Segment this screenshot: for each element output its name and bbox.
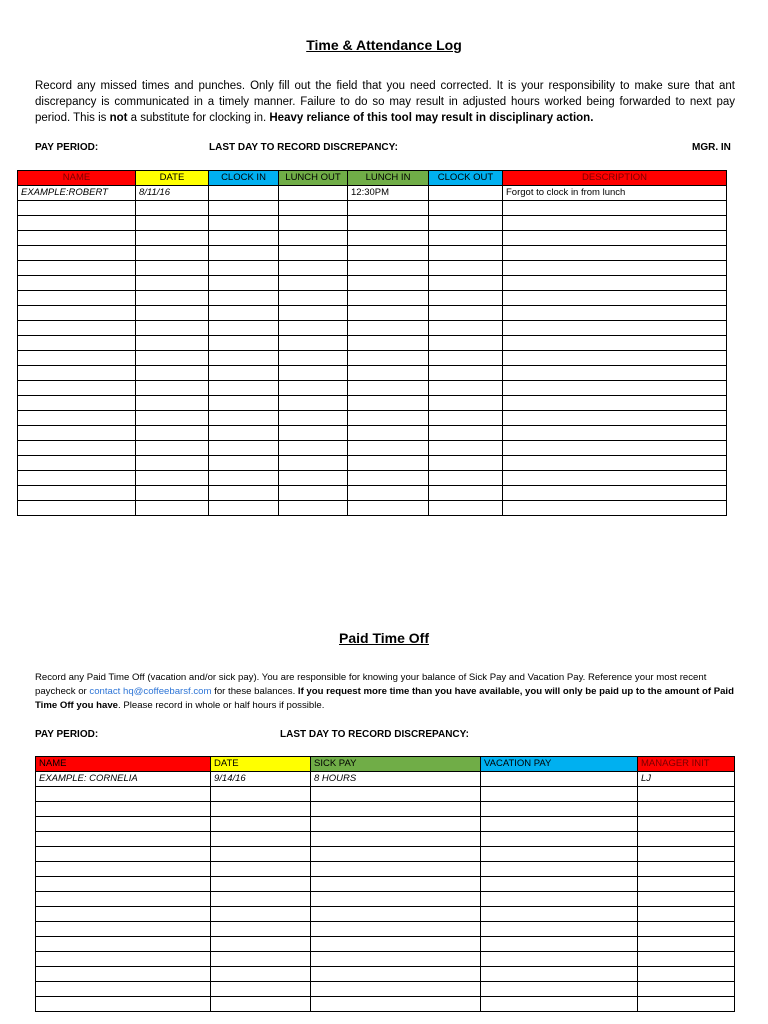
attendance-blank-cell[interactable]: [429, 381, 503, 396]
attendance-blank-cell[interactable]: [348, 441, 429, 456]
pto-blank-cell[interactable]: [211, 967, 311, 982]
pto-blank-cell[interactable]: [311, 877, 481, 892]
pto-blank-cell[interactable]: [638, 802, 735, 817]
attendance-blank-cell[interactable]: [18, 486, 136, 501]
pto-blank-cell[interactable]: [311, 847, 481, 862]
attendance-blank-cell[interactable]: [136, 396, 209, 411]
attendance-blank-cell[interactable]: [136, 456, 209, 471]
pto-blank-cell[interactable]: [481, 877, 638, 892]
attendance-blank-cell[interactable]: [279, 486, 348, 501]
attendance-blank-row: [18, 246, 727, 261]
attendance-blank-cell[interactable]: [136, 231, 209, 246]
attendance-blank-cell[interactable]: [18, 381, 136, 396]
attendance-blank-cell[interactable]: [136, 411, 209, 426]
pto-blank-row: [36, 802, 735, 817]
pto-blank-cell[interactable]: [211, 787, 311, 802]
pto-blank-cell[interactable]: [638, 937, 735, 952]
attendance-blank-cell[interactable]: [348, 336, 429, 351]
attendance-example-cell[interactable]: Forgot to clock in from lunch: [503, 186, 727, 201]
pto-blank-cell[interactable]: [36, 982, 211, 997]
attendance-blank-row: [18, 501, 727, 516]
attendance-blank-cell[interactable]: [209, 321, 279, 336]
pto-blank-cell[interactable]: [36, 877, 211, 892]
attendance-blank-cell[interactable]: [348, 216, 429, 231]
attendance-blank-cell[interactable]: [279, 201, 348, 216]
attendance-blank-cell[interactable]: [503, 216, 727, 231]
attendance-blank-cell[interactable]: [18, 261, 136, 276]
pto-blank-cell[interactable]: [481, 997, 638, 1012]
attendance-blank-cell[interactable]: [209, 486, 279, 501]
attendance-blank-cell[interactable]: [429, 306, 503, 321]
pto-header-sick-pay: SICK PAY: [311, 757, 481, 772]
attendance-blank-cell[interactable]: [348, 456, 429, 471]
attendance-example-cell[interactable]: EXAMPLE:ROBERT: [18, 186, 136, 201]
attendance-blank-cell[interactable]: [279, 396, 348, 411]
attendance-blank-cell[interactable]: [503, 441, 727, 456]
attendance-blank-cell[interactable]: [209, 261, 279, 276]
pto-blank-cell[interactable]: [481, 922, 638, 937]
attendance-blank-cell[interactable]: [429, 426, 503, 441]
pto-blank-row: [36, 907, 735, 922]
attendance-blank-cell[interactable]: [503, 201, 727, 216]
attendance-header-date: DATE: [136, 171, 209, 186]
pto-blank-cell[interactable]: [211, 997, 311, 1012]
attendance-blank-cell[interactable]: [429, 471, 503, 486]
attendance-blank-cell[interactable]: [18, 231, 136, 246]
attendance-blank-cell[interactable]: [503, 396, 727, 411]
pto-blank-cell[interactable]: [36, 862, 211, 877]
pto-blank-cell[interactable]: [211, 922, 311, 937]
attendance-blank-cell[interactable]: [209, 441, 279, 456]
pto-blank-cell[interactable]: [638, 982, 735, 997]
attendance-header-description: DESCRIPTION: [503, 171, 727, 186]
attendance-blank-cell[interactable]: [429, 351, 503, 366]
attendance-header-clock-in: CLOCK IN: [209, 171, 279, 186]
attendance-blank-cell[interactable]: [209, 471, 279, 486]
pto-blank-cell[interactable]: [638, 832, 735, 847]
attendance-blank-cell[interactable]: [429, 261, 503, 276]
pto-blank-row: [36, 847, 735, 862]
attendance-blank-cell[interactable]: [18, 471, 136, 486]
attendance-blank-row: [18, 366, 727, 381]
pto-blank-cell[interactable]: [481, 952, 638, 967]
attendance-blank-cell[interactable]: [279, 426, 348, 441]
attendance-blank-cell[interactable]: [503, 351, 727, 366]
attendance-blank-cell[interactable]: [279, 231, 348, 246]
attendance-blank-cell[interactable]: [429, 501, 503, 516]
attendance-blank-cell[interactable]: [18, 426, 136, 441]
attendance-blank-cell[interactable]: [209, 201, 279, 216]
pto-header-row: [36, 757, 735, 772]
pto-example-cell[interactable]: LJ: [638, 772, 735, 787]
pto-example-cell[interactable]: 8 HOURS: [311, 772, 481, 787]
pto-blank-cell[interactable]: [211, 892, 311, 907]
attendance-blank-cell[interactable]: [209, 396, 279, 411]
attendance-blank-cell[interactable]: [348, 411, 429, 426]
attendance-blank-cell[interactable]: [18, 336, 136, 351]
attendance-blank-cell[interactable]: [429, 246, 503, 261]
pay-period-label: PAY PERIOD:: [35, 142, 99, 153]
attendance-blank-cell[interactable]: [429, 396, 503, 411]
pto-blank-cell[interactable]: [638, 892, 735, 907]
pto-example-cell[interactable]: EXAMPLE: CORNELIA: [36, 772, 211, 787]
attendance-blank-cell[interactable]: [18, 291, 136, 306]
attendance-blank-cell[interactable]: [209, 501, 279, 516]
attendance-blank-cell[interactable]: [503, 291, 727, 306]
attendance-blank-cell[interactable]: [209, 276, 279, 291]
attendance-blank-cell[interactable]: [348, 291, 429, 306]
pto-blank-cell[interactable]: [211, 907, 311, 922]
attendance-blank-cell[interactable]: [348, 366, 429, 381]
section2-instructions: Record any Paid Time Off (vacation and/or sick pay). You are responsible for knowing your balance of Sick Pay and Vacation Pay. Reference your most recent paycheck or contact hq@coffeebarsf.com for these balances. If you request more time than you have available, you will only be paid up to the amount of Paid Time Off you have. Please record in whole or half hours if possible.: [35, 672, 734, 711]
attendance-blank-row: [18, 291, 727, 306]
attendance-blank-cell[interactable]: [348, 321, 429, 336]
pto-blank-cell[interactable]: [481, 967, 638, 982]
pto-blank-cell[interactable]: [211, 982, 311, 997]
attendance-blank-cell[interactable]: [279, 276, 348, 291]
attendance-blank-cell[interactable]: [348, 231, 429, 246]
pto-pay-period-label: PAY PERIOD:: [35, 729, 99, 740]
pto-blank-cell[interactable]: [36, 937, 211, 952]
attendance-blank-cell[interactable]: [348, 471, 429, 486]
pto-blank-row: [36, 952, 735, 967]
pto-blank-row: [36, 862, 735, 877]
pto-blank-cell[interactable]: [211, 862, 311, 877]
attendance-blank-cell[interactable]: [18, 366, 136, 381]
pto-header-date: DATE: [211, 757, 311, 772]
attendance-blank-cell[interactable]: [429, 276, 503, 291]
attendance-blank-cell[interactable]: [209, 246, 279, 261]
attendance-blank-cell[interactable]: [279, 351, 348, 366]
attendance-blank-cell[interactable]: [429, 456, 503, 471]
attendance-blank-row: [18, 381, 727, 396]
paid-time-off-table: [35, 756, 735, 1012]
attendance-blank-cell[interactable]: [348, 486, 429, 501]
attendance-blank-cell[interactable]: [136, 246, 209, 261]
attendance-blank-cell[interactable]: [136, 261, 209, 276]
pto-blank-cell[interactable]: [36, 907, 211, 922]
pto-blank-cell[interactable]: [36, 832, 211, 847]
section2-title: Paid Time Off: [339, 630, 429, 646]
pto-example-row: [36, 772, 735, 787]
pto-blank-cell[interactable]: [311, 937, 481, 952]
pto-blank-cell[interactable]: [36, 967, 211, 982]
pto-header-vacation-pay: VACATION PAY: [481, 757, 638, 772]
attendance-blank-cell[interactable]: [503, 381, 727, 396]
attendance-blank-cell[interactable]: [279, 246, 348, 261]
pto-blank-cell[interactable]: [211, 817, 311, 832]
attendance-blank-cell[interactable]: [136, 501, 209, 516]
attendance-blank-cell[interactable]: [503, 246, 727, 261]
pto-blank-cell[interactable]: [638, 967, 735, 982]
attendance-blank-cell[interactable]: [503, 366, 727, 381]
attendance-example-cell[interactable]: 8/11/16: [136, 186, 209, 201]
pto-blank-cell[interactable]: [638, 847, 735, 862]
pto-header-name: NAME: [36, 757, 211, 772]
pto-last-day-label: LAST DAY TO RECORD DISCREPANCY:: [280, 729, 469, 740]
pto-blank-cell[interactable]: [311, 862, 481, 877]
attendance-blank-cell[interactable]: [136, 486, 209, 501]
attendance-blank-cell[interactable]: [348, 201, 429, 216]
attendance-blank-cell[interactable]: [18, 216, 136, 231]
attendance-blank-cell[interactable]: [429, 291, 503, 306]
attendance-blank-cell[interactable]: [18, 441, 136, 456]
attendance-blank-cell[interactable]: [348, 246, 429, 261]
attendance-blank-cell[interactable]: [279, 411, 348, 426]
attendance-example-cell[interactable]: [279, 186, 348, 201]
attendance-blank-row: [18, 456, 727, 471]
attendance-blank-cell[interactable]: [429, 201, 503, 216]
attendance-blank-cell[interactable]: [209, 306, 279, 321]
pto-blank-cell[interactable]: [481, 847, 638, 862]
attendance-blank-cell[interactable]: [503, 501, 727, 516]
attendance-header-lunch-out: LUNCH OUT: [279, 171, 348, 186]
pto-blank-cell[interactable]: [211, 802, 311, 817]
pto-blank-cell[interactable]: [311, 907, 481, 922]
pto-blank-cell[interactable]: [481, 937, 638, 952]
attendance-blank-cell[interactable]: [18, 396, 136, 411]
pto-blank-cell[interactable]: [481, 817, 638, 832]
attendance-blank-cell[interactable]: [136, 201, 209, 216]
attendance-blank-cell[interactable]: [279, 441, 348, 456]
pto-blank-cell[interactable]: [36, 817, 211, 832]
attendance-blank-cell[interactable]: [503, 321, 727, 336]
attendance-blank-cell[interactable]: [136, 351, 209, 366]
pto-blank-cell[interactable]: [481, 832, 638, 847]
attendance-blank-cell[interactable]: [429, 321, 503, 336]
pto-blank-cell[interactable]: [311, 892, 481, 907]
attendance-blank-row: [18, 321, 727, 336]
attendance-blank-cell[interactable]: [503, 231, 727, 246]
pto-blank-cell[interactable]: [638, 922, 735, 937]
pto-blank-cell[interactable]: [36, 787, 211, 802]
pto-blank-cell[interactable]: [311, 817, 481, 832]
attendance-blank-cell[interactable]: [279, 336, 348, 351]
pto-blank-row: [36, 967, 735, 982]
attendance-blank-cell[interactable]: [18, 501, 136, 516]
pto-blank-row: [36, 997, 735, 1012]
attendance-blank-cell[interactable]: [209, 366, 279, 381]
attendance-blank-cell[interactable]: [209, 231, 279, 246]
attendance-blank-cell[interactable]: [279, 306, 348, 321]
pto-blank-cell[interactable]: [311, 982, 481, 997]
attendance-blank-cell[interactable]: [209, 426, 279, 441]
pto-blank-row: [36, 817, 735, 832]
attendance-blank-cell[interactable]: [429, 441, 503, 456]
section1-title: Time & Attendance Log: [306, 37, 462, 53]
attendance-blank-row: [18, 276, 727, 291]
pto-blank-row: [36, 937, 735, 952]
attendance-blank-cell[interactable]: [18, 456, 136, 471]
pto-header-manager-init: MANAGER INIT: [638, 757, 735, 772]
attendance-blank-cell[interactable]: [279, 381, 348, 396]
pto-blank-row: [36, 787, 735, 802]
attendance-blank-row: [18, 201, 727, 216]
pto-blank-cell[interactable]: [481, 787, 638, 802]
attendance-blank-row: [18, 441, 727, 456]
attendance-blank-cell[interactable]: [136, 336, 209, 351]
attendance-blank-cell[interactable]: [348, 261, 429, 276]
mgr-initial-label: MGR. IN: [692, 142, 731, 153]
pto-blank-cell[interactable]: [36, 892, 211, 907]
attendance-blank-cell[interactable]: [348, 306, 429, 321]
pto-blank-cell[interactable]: [211, 847, 311, 862]
pto-blank-row: [36, 877, 735, 892]
attendance-blank-cell[interactable]: [279, 291, 348, 306]
pto-blank-cell[interactable]: [638, 907, 735, 922]
attendance-blank-cell[interactable]: [136, 441, 209, 456]
attendance-blank-cell[interactable]: [209, 216, 279, 231]
attendance-header-row: [18, 171, 727, 186]
pto-blank-cell[interactable]: [638, 787, 735, 802]
attendance-example-cell[interactable]: [429, 186, 503, 201]
attendance-blank-cell[interactable]: [18, 351, 136, 366]
pto-blank-cell[interactable]: [311, 802, 481, 817]
attendance-blank-cell[interactable]: [279, 366, 348, 381]
attendance-blank-cell[interactable]: [18, 246, 136, 261]
attendance-blank-cell[interactable]: [136, 216, 209, 231]
attendance-example-cell[interactable]: [209, 186, 279, 201]
attendance-blank-cell[interactable]: [503, 411, 727, 426]
attendance-blank-cell[interactable]: [209, 456, 279, 471]
attendance-blank-row: [18, 216, 727, 231]
attendance-blank-cell[interactable]: [348, 351, 429, 366]
attendance-blank-cell[interactable]: [136, 381, 209, 396]
attendance-blank-row: [18, 231, 727, 246]
attendance-blank-cell[interactable]: [503, 306, 727, 321]
attendance-blank-cell[interactable]: [348, 276, 429, 291]
pto-blank-cell[interactable]: [211, 832, 311, 847]
pto-blank-cell[interactable]: [481, 802, 638, 817]
attendance-blank-cell[interactable]: [209, 336, 279, 351]
attendance-blank-cell[interactable]: [136, 471, 209, 486]
pto-blank-cell[interactable]: [311, 922, 481, 937]
attendance-blank-row: [18, 351, 727, 366]
pto-blank-cell[interactable]: [211, 877, 311, 892]
attendance-blank-cell[interactable]: [348, 396, 429, 411]
pto-blank-cell[interactable]: [36, 847, 211, 862]
attendance-blank-cell[interactable]: [209, 381, 279, 396]
pto-example-cell[interactable]: 9/14/16: [211, 772, 311, 787]
section1-instructions: Record any missed times and punches. Only fill out the field that you need corrected. It is your responsibility to make sure that ant discrepancy is communicated in a timely manner. Failure to do so may result in adjusted hours worked being forwarded to next pay period. This is not a substitute for clocking in. Heavy reliance of this tool may result in disciplinary action.: [35, 80, 735, 124]
attendance-blank-cell[interactable]: [503, 276, 727, 291]
attendance-blank-row: [18, 426, 727, 441]
pto-blank-cell[interactable]: [481, 862, 638, 877]
attendance-blank-cell[interactable]: [279, 216, 348, 231]
attendance-blank-cell[interactable]: [503, 336, 727, 351]
pto-blank-cell[interactable]: [481, 907, 638, 922]
attendance-blank-cell[interactable]: [503, 486, 727, 501]
pto-blank-cell[interactable]: [638, 817, 735, 832]
attendance-blank-cell[interactable]: [136, 306, 209, 321]
attendance-example-cell[interactable]: 12:30PM: [348, 186, 429, 201]
attendance-blank-cell[interactable]: [279, 501, 348, 516]
pto-blank-cell[interactable]: [211, 952, 311, 967]
pto-blank-cell[interactable]: [311, 832, 481, 847]
pto-blank-cell[interactable]: [311, 952, 481, 967]
attendance-example-row: [18, 186, 727, 201]
attendance-blank-cell[interactable]: [18, 201, 136, 216]
attendance-blank-cell[interactable]: [279, 321, 348, 336]
attendance-blank-row: [18, 396, 727, 411]
pto-blank-cell[interactable]: [638, 997, 735, 1012]
pto-blank-cell[interactable]: [311, 967, 481, 982]
attendance-blank-row: [18, 471, 727, 486]
pto-blank-row: [36, 832, 735, 847]
attendance-header-clock-out: CLOCK OUT: [429, 171, 503, 186]
attendance-blank-row: [18, 261, 727, 276]
pto-blank-row: [36, 922, 735, 937]
attendance-blank-cell[interactable]: [18, 321, 136, 336]
attendance-log-table: [17, 170, 727, 516]
attendance-blank-cell[interactable]: [209, 411, 279, 426]
attendance-blank-cell[interactable]: [429, 336, 503, 351]
pto-blank-cell[interactable]: [36, 922, 211, 937]
attendance-blank-cell[interactable]: [18, 306, 136, 321]
attendance-blank-cell[interactable]: [136, 291, 209, 306]
pto-blank-row: [36, 982, 735, 997]
attendance-blank-cell[interactable]: [209, 351, 279, 366]
attendance-blank-row: [18, 306, 727, 321]
pto-blank-cell[interactable]: [211, 937, 311, 952]
pto-blank-cell[interactable]: [36, 952, 211, 967]
attendance-blank-cell[interactable]: [279, 261, 348, 276]
pto-blank-cell[interactable]: [311, 997, 481, 1012]
attendance-blank-cell[interactable]: [503, 456, 727, 471]
pto-blank-cell[interactable]: [481, 982, 638, 997]
attendance-blank-cell[interactable]: [136, 276, 209, 291]
attendance-blank-cell[interactable]: [429, 216, 503, 231]
attendance-blank-cell[interactable]: [279, 471, 348, 486]
attendance-blank-cell[interactable]: [429, 486, 503, 501]
attendance-blank-cell[interactable]: [18, 276, 136, 291]
pto-blank-cell[interactable]: [36, 997, 211, 1012]
attendance-header-name: NAME: [18, 171, 136, 186]
attendance-blank-cell[interactable]: [279, 456, 348, 471]
attendance-blank-cell[interactable]: [348, 501, 429, 516]
attendance-blank-cell[interactable]: [348, 381, 429, 396]
pto-blank-cell[interactable]: [638, 862, 735, 877]
attendance-blank-cell[interactable]: [18, 411, 136, 426]
pto-blank-cell[interactable]: [638, 877, 735, 892]
attendance-blank-row: [18, 336, 727, 351]
attendance-blank-cell[interactable]: [136, 321, 209, 336]
pto-blank-cell[interactable]: [311, 787, 481, 802]
attendance-blank-cell[interactable]: [503, 261, 727, 276]
attendance-blank-cell[interactable]: [429, 231, 503, 246]
attendance-blank-cell[interactable]: [503, 426, 727, 441]
pto-blank-cell[interactable]: [638, 952, 735, 967]
attendance-blank-cell[interactable]: [209, 291, 279, 306]
attendance-blank-row: [18, 486, 727, 501]
pto-blank-cell[interactable]: [36, 802, 211, 817]
pto-blank-cell[interactable]: [481, 892, 638, 907]
attendance-blank-cell[interactable]: [136, 366, 209, 381]
last-day-label: LAST DAY TO RECORD DISCREPANCY:: [209, 142, 398, 153]
attendance-header-lunch-in: LUNCH IN: [348, 171, 429, 186]
attendance-blank-row: [18, 411, 727, 426]
pto-blank-row: [36, 892, 735, 907]
attendance-blank-cell[interactable]: [429, 411, 503, 426]
attendance-blank-cell[interactable]: [136, 426, 209, 441]
attendance-blank-cell[interactable]: [503, 471, 727, 486]
pto-example-cell[interactable]: [481, 772, 638, 787]
contact-email-link[interactable]: contact hq@coffeebarsf.com: [89, 686, 212, 697]
attendance-blank-cell[interactable]: [429, 366, 503, 381]
attendance-blank-cell[interactable]: [348, 426, 429, 441]
